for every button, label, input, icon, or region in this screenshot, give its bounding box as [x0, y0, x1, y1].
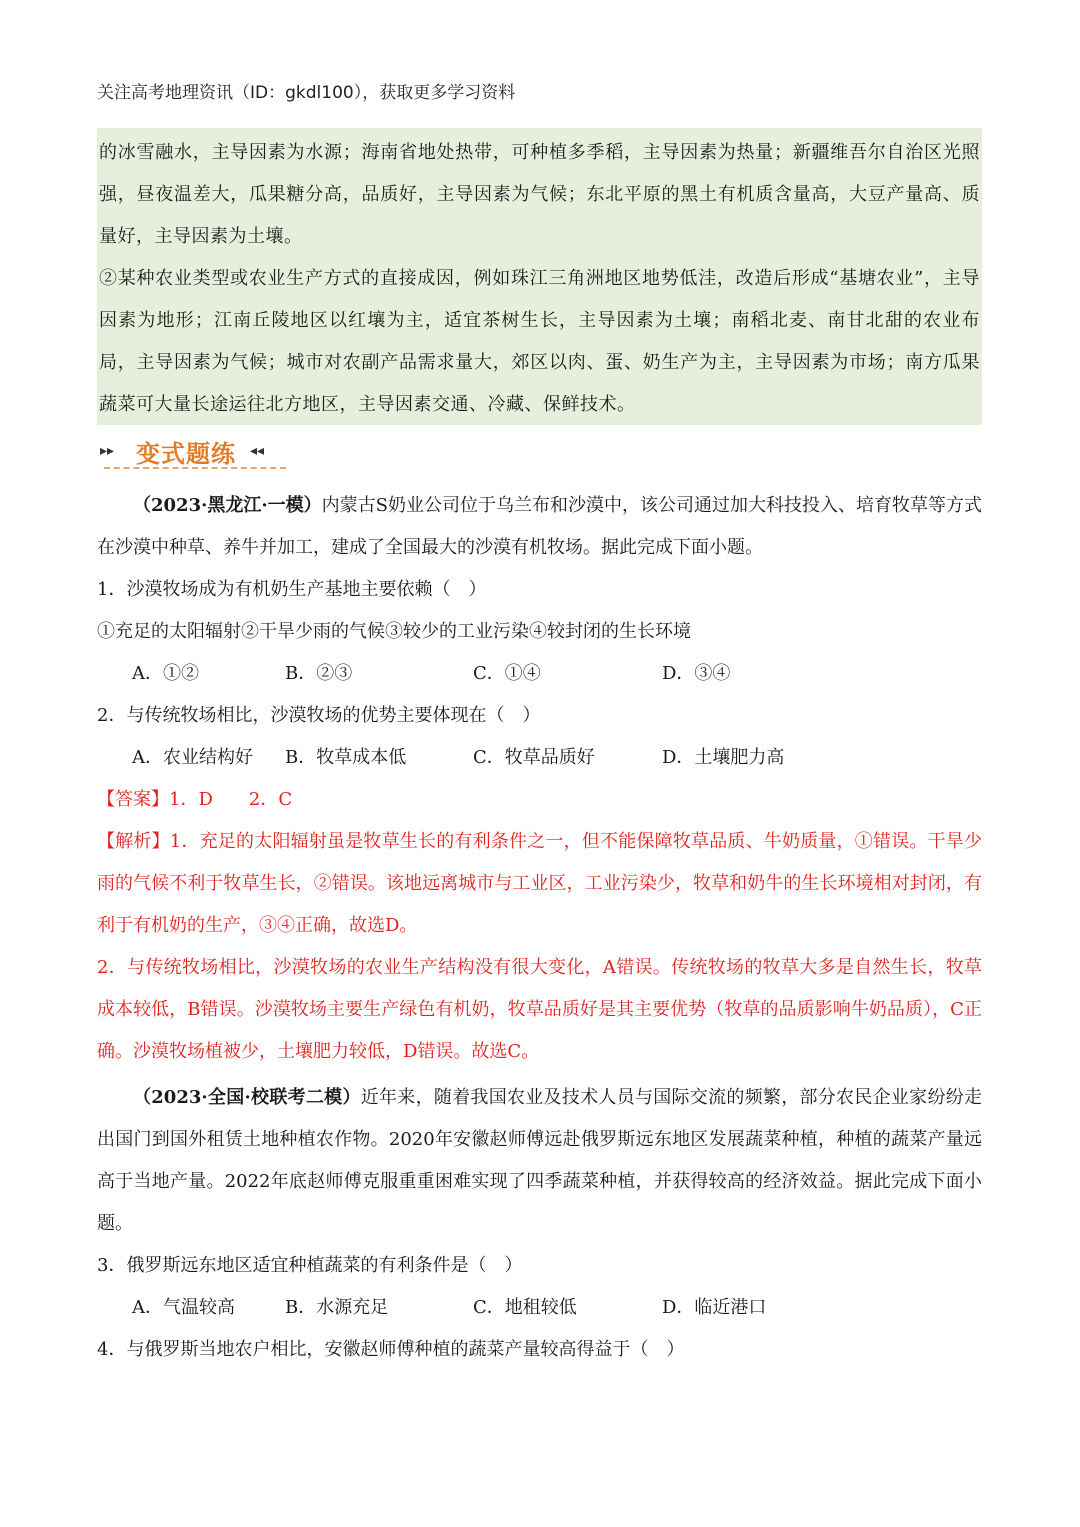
section-title: [100, 432, 290, 472]
question-1-items: ①充足的太阳辐射②干旱少雨的气候③较少的工业污染④较封闭的生长环境: [97, 621, 691, 642]
key-point-paragraph: 的冰雪融水，主导因素为水源；海南省地处热带，可种植多季稻，主导因素为热量；新疆维吾尔自治区光照强，昼夜温差大，瓜果糖分高，品质好，主导因素为气候；东北平原的黑土有机质含量高，大豆产量高、质量好，主导因素为土壤。: [99, 142, 980, 247]
group1-source: （2023·黑龙江·一模）: [133, 495, 322, 516]
option-a: A．农业结构好: [132, 747, 253, 768]
option-c: C．牧草品质好: [473, 747, 595, 768]
option-d: D．临近港口: [662, 1297, 767, 1318]
option-a: A．①②: [132, 663, 199, 684]
question-2-stem: 2．与传统牧场相比，沙漠牧场的优势主要体现在（ ）: [97, 705, 541, 726]
group1-intro-text: 内蒙古S奶业公司位于乌兰布和沙漠中，该公司通过加大科技投入、培育牧草等方式在沙漠中种草、养牛并加工，建成了全国最大的沙漠有机牧场。据此完成下面小题。: [97, 495, 982, 558]
title-underline: [104, 467, 286, 469]
question-3-options: [97, 1287, 982, 1329]
option-c: C．①④: [473, 663, 541, 684]
section-title-text: 变式题练: [136, 440, 236, 468]
question-4-stem: 4．与俄罗斯当地农户相比，安徽赵师傅种植的蔬菜产量较高得益于（ ）: [97, 1339, 685, 1360]
option-b: B．②③: [285, 663, 353, 684]
analysis-paragraph: 2．与传统牧场相比，沙漠牧场的农业生产结构没有很大变化，A错误。传统牧场的牧草大多是自然生长，牧草成本较低，B错误。沙漠牧场主要生产绿色有机奶，牧草品质好是其主要优势（牧草的品质影响牛奶品质），C正确。沙漠牧场植被少，土壤肥力较低，D错误。故选C。: [97, 957, 982, 1062]
double-arrow-left-icon: ◂◂: [250, 443, 265, 459]
option-b: B．水源充足: [285, 1297, 389, 1318]
question-group-1: [97, 485, 982, 1073]
option-c: C．地租较低: [473, 1297, 577, 1318]
group2-source: （2023·全国·校联考二模）: [133, 1087, 361, 1108]
question-3-stem: 3．俄罗斯远东地区适宜种植蔬菜的有利条件是（ ）: [97, 1255, 523, 1276]
key-points-box: [97, 128, 982, 425]
analysis-paragraph: 【解析】1．充足的太阳辐射虽是牧草生长的有利条件之一，但不能保障牧草品质、牛奶质量，①错误。干旱少雨的气候不利于牧草生长，②错误。该地远离城市与工业区，工业污染少，牧草和奶牛的生长环境相对封闭，有利于有机奶的生产，③④正确，故选D。: [97, 831, 982, 936]
option-d: D．土壤肥力高: [662, 747, 785, 768]
answer-line: 【答案】1．D 2．C: [97, 789, 293, 810]
question-group-2: [97, 1077, 982, 1371]
option-d: D．③④: [662, 663, 731, 684]
answer-analysis: [97, 779, 982, 1073]
header-note: 关注高考地理资讯（ID：gkdl100），获取更多学习资料: [97, 83, 516, 103]
key-point-paragraph: ②某种农业类型或农业生产方式的直接成因，例如珠江三角洲地区地势低洼，改造后形成“基塘农业”，主导因素为地形；江南丘陵地区以红壤为主，适宜茶树生长，主导因素为土壤；南稻北麦、南甘北甜的农业布局，主导因素为气候；城市对农副产品需求量大，郊区以肉、蛋、奶生产为主，主导因素为市场；南方瓜果蔬菜可大量长途运往北方地区，主导因素交通、冷藏、保鲜技术。: [99, 268, 980, 415]
group2-intro: [97, 1077, 982, 1245]
group2-intro-text: 近年来，随着我国农业及技术人员与国际交流的频繁，部分农民企业家纷纷走出国门到国外租赁土地种植农作物。2020年安徽赵师傅远赴俄罗斯远东地区发展蔬菜种植，种植的蔬菜产量远高于当地产量。2022年底赵师傅克服重重困难实现了四季蔬菜种植，并获得较高的经济效益。据此完成下面小题。: [97, 1087, 983, 1234]
group1-intro: [97, 485, 982, 569]
option-b: B．牧草成本低: [285, 747, 407, 768]
question-2-options: [97, 737, 982, 779]
double-arrow-right-icon: ▸▸: [100, 443, 115, 459]
question-1-stem: 1．沙漠牧场成为有机奶生产基地主要依赖（ ）: [97, 579, 487, 600]
question-1-options: [97, 653, 982, 695]
option-a: A．气温较高: [132, 1297, 235, 1318]
